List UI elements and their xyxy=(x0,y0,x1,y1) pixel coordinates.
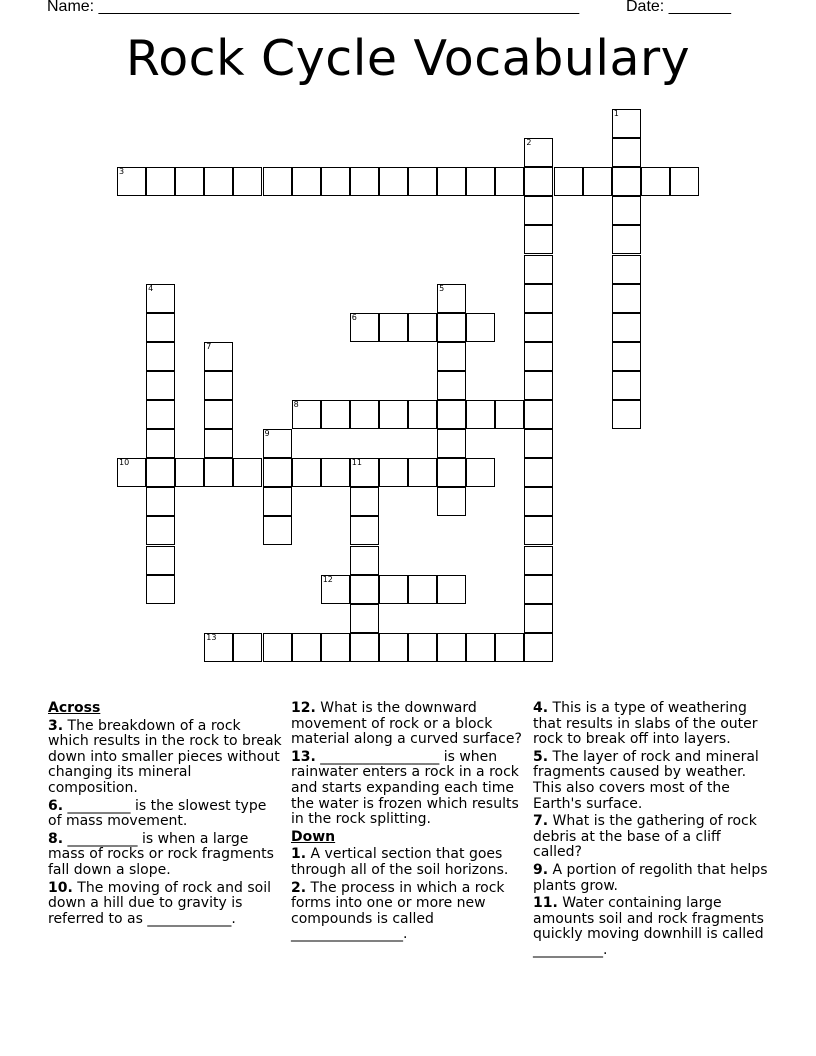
crossword-cell[interactable] xyxy=(204,342,233,371)
down-heading: Down xyxy=(291,828,336,845)
clue-item xyxy=(291,701,531,748)
crossword-cell[interactable] xyxy=(146,516,175,545)
crossword-cell[interactable] xyxy=(379,167,408,196)
crossword-cell[interactable] xyxy=(524,429,553,458)
crossword-cell[interactable] xyxy=(263,458,292,487)
crossword-cell[interactable] xyxy=(204,633,233,662)
crossword-cell[interactable] xyxy=(524,284,553,313)
clue-item xyxy=(48,719,284,797)
crossword-cell[interactable] xyxy=(466,633,495,662)
crossword-cell[interactable] xyxy=(437,313,466,342)
clue-number: 10. xyxy=(48,879,73,896)
clue-item xyxy=(291,750,531,828)
crossword-cell[interactable] xyxy=(146,284,175,313)
crossword-cell[interactable] xyxy=(524,487,553,516)
crossword-cell[interactable] xyxy=(466,167,495,196)
crossword-cell[interactable] xyxy=(292,400,321,429)
clue-text: This is a type of weathering that results in slabs of the outer rock to break off into layers. xyxy=(533,700,758,748)
clue-item xyxy=(291,881,531,943)
crossword-cell[interactable] xyxy=(146,313,175,342)
crossword-cell[interactable] xyxy=(350,546,379,575)
crossword-cell[interactable] xyxy=(524,546,553,575)
cell-number: 11 xyxy=(351,458,362,468)
clue-number: 5. xyxy=(533,748,549,765)
crossword-cell[interactable] xyxy=(524,342,553,371)
cell-number: 13 xyxy=(206,632,217,642)
crossword-cell[interactable] xyxy=(350,313,379,342)
crossword-cell[interactable] xyxy=(146,371,175,400)
crossword-cell[interactable] xyxy=(437,167,466,196)
clue-number: 1. xyxy=(291,846,307,863)
crossword-cell[interactable] xyxy=(524,255,553,284)
crossword-cell[interactable] xyxy=(583,167,612,196)
crossword-cell[interactable] xyxy=(175,167,204,196)
clue-number: 6. xyxy=(48,797,64,814)
crossword-cell[interactable] xyxy=(146,546,175,575)
crossword-cell[interactable] xyxy=(350,458,379,487)
crossword-cell[interactable] xyxy=(321,575,350,604)
crossword-cell[interactable] xyxy=(612,371,641,400)
crossword-cell[interactable] xyxy=(263,516,292,545)
crossword-cell[interactable] xyxy=(321,458,350,487)
crossword-cell[interactable] xyxy=(292,458,321,487)
crossword-cell[interactable] xyxy=(495,633,524,662)
crossword-cell[interactable] xyxy=(408,167,437,196)
crossword-cell[interactable] xyxy=(350,575,379,604)
clue-number: 11. xyxy=(533,895,558,912)
crossword-cell[interactable] xyxy=(146,458,175,487)
crossword-cell[interactable] xyxy=(495,167,524,196)
cell-number: 8 xyxy=(293,400,299,409)
crossword-cell[interactable] xyxy=(437,371,466,400)
crossword-cell[interactable] xyxy=(524,167,553,196)
clue-text: The layer of rock and mineral fragments caused by weather. This also covers most of the Earth's surface. xyxy=(533,748,759,812)
clue-number: 13. xyxy=(291,748,316,765)
cell-number: 3 xyxy=(119,167,125,177)
cell-number: 4 xyxy=(148,283,154,293)
crossword-cell[interactable] xyxy=(466,400,495,429)
cell-number: 7 xyxy=(206,341,212,351)
clue-item xyxy=(48,799,284,830)
crossword-cell[interactable] xyxy=(524,400,553,429)
crossword-cell[interactable] xyxy=(117,167,146,196)
cell-number: 10 xyxy=(119,458,130,468)
cell-number: 2 xyxy=(526,138,532,148)
cell-number: 5 xyxy=(439,283,445,293)
crossword-cell[interactable] xyxy=(321,167,350,196)
cell-number: 6 xyxy=(351,312,357,322)
across-heading: Across xyxy=(48,700,101,716)
crossword-cell[interactable] xyxy=(612,138,641,167)
crossword-cell[interactable] xyxy=(612,167,641,196)
crossword-cell[interactable] xyxy=(321,633,350,662)
crossword-cell[interactable] xyxy=(437,633,466,662)
crossword-cell[interactable] xyxy=(612,342,641,371)
cell-number: 12 xyxy=(322,574,333,584)
date-line: Date: _______ xyxy=(626,0,731,15)
clue-text: The breakdown of a rock which results in the rock to break down into smaller pieces without changing its mineral composition. xyxy=(48,717,282,796)
crossword-cell[interactable] xyxy=(350,633,379,662)
crossword-cell[interactable] xyxy=(408,313,437,342)
clue-item xyxy=(533,750,773,812)
crossword-cell[interactable] xyxy=(408,400,437,429)
clue-item xyxy=(533,863,773,894)
clue-column-3 xyxy=(533,701,773,961)
crossword-cell[interactable] xyxy=(146,575,175,604)
name-line: Name: ______________________________________________________ xyxy=(47,0,580,15)
crossword-cell[interactable] xyxy=(379,575,408,604)
crossword-cell[interactable] xyxy=(263,633,292,662)
crossword-cell[interactable] xyxy=(350,604,379,633)
clue-text: __________ is when a large mass of rocks or rock fragments fall down a slope. xyxy=(48,830,274,878)
crossword-cell[interactable] xyxy=(437,400,466,429)
crossword-cell[interactable] xyxy=(670,167,699,196)
crossword-cell[interactable] xyxy=(408,633,437,662)
crossword-cell[interactable] xyxy=(524,575,553,604)
crossword-cell[interactable] xyxy=(466,313,495,342)
clue-text: A portion of regolith that helps plants grow. xyxy=(533,861,768,894)
crossword-cell[interactable] xyxy=(292,633,321,662)
crossword-cell[interactable] xyxy=(379,400,408,429)
clue-text: _________ is the slowest type of mass movement. xyxy=(48,797,267,830)
clue-number: 3. xyxy=(48,717,64,734)
cell-number: 9 xyxy=(264,429,270,439)
clue-number: 9. xyxy=(533,861,549,878)
crossword-cell[interactable] xyxy=(233,633,262,662)
crossword-cell[interactable] xyxy=(146,400,175,429)
clue-text: What is the gathering of rock debris at the base of a cliff called? xyxy=(533,813,757,861)
crossword-cell[interactable] xyxy=(117,458,146,487)
crossword-cell[interactable] xyxy=(204,400,233,429)
crossword-cell[interactable] xyxy=(350,400,379,429)
crossword-cell[interactable] xyxy=(146,167,175,196)
crossword-cell[interactable] xyxy=(146,487,175,516)
crossword-cell[interactable] xyxy=(612,313,641,342)
crossword-cell[interactable] xyxy=(612,284,641,313)
crossword-cell[interactable] xyxy=(524,225,553,254)
crossword-cell[interactable] xyxy=(524,313,553,342)
crossword-cell[interactable] xyxy=(524,458,553,487)
clue-item xyxy=(48,832,284,879)
crossword-cell[interactable] xyxy=(350,516,379,545)
crossword-cell[interactable] xyxy=(612,400,641,429)
crossword-cell[interactable] xyxy=(175,458,204,487)
clue-item xyxy=(48,881,284,928)
clue-text: The moving of rock and soil down a hill due to gravity is referred to as ____________. xyxy=(48,879,271,927)
crossword-cell[interactable] xyxy=(641,167,670,196)
clue-number: 8. xyxy=(48,830,64,847)
crossword-cell[interactable] xyxy=(612,109,641,138)
clue-item xyxy=(533,896,773,958)
crossword-cell[interactable] xyxy=(524,371,553,400)
crossword-cell[interactable] xyxy=(524,516,553,545)
crossword-cell[interactable] xyxy=(554,167,583,196)
crossword-cell[interactable] xyxy=(292,167,321,196)
clue-column-2 xyxy=(291,701,531,945)
crossword-cell[interactable] xyxy=(263,487,292,516)
crossword-cell[interactable] xyxy=(437,342,466,371)
clue-number: 7. xyxy=(533,813,549,830)
cell-number: 1 xyxy=(613,109,619,118)
crossword-cell[interactable] xyxy=(350,167,379,196)
crossword-cell[interactable] xyxy=(204,371,233,400)
crossword-cell[interactable] xyxy=(379,633,408,662)
clue-number: 2. xyxy=(291,879,307,896)
crossword-cell[interactable] xyxy=(524,604,553,633)
crossword-cell[interactable] xyxy=(466,458,495,487)
crossword-cell[interactable] xyxy=(233,167,262,196)
clue-text: _________________ is when rainwater enters a rock in a rock and starts expanding each time the water is frozen which results in the rock splitting. xyxy=(291,748,519,828)
clue-item xyxy=(533,701,773,748)
crossword-cell[interactable] xyxy=(233,458,262,487)
clue-text: The process in which a rock forms into one or more new compounds is called ________________. xyxy=(291,879,505,943)
crossword-cell[interactable] xyxy=(204,167,233,196)
clue-text: What is the downward movement of rock or a block material along a curved surface? xyxy=(291,700,522,748)
clue-column-1 xyxy=(48,701,284,929)
crossword-cell[interactable] xyxy=(437,284,466,313)
crossword-cell[interactable] xyxy=(437,458,466,487)
crossword-cell[interactable] xyxy=(263,167,292,196)
crossword-cell[interactable] xyxy=(408,458,437,487)
clue-number: 4. xyxy=(533,700,549,716)
crossword-cell[interactable] xyxy=(612,196,641,225)
crossword-cell[interactable] xyxy=(379,458,408,487)
crossword-cell[interactable] xyxy=(321,400,350,429)
crossword-cell[interactable] xyxy=(524,633,553,662)
crossword-cell[interactable] xyxy=(612,255,641,284)
clue-item xyxy=(533,814,773,861)
crossword-cell[interactable] xyxy=(612,225,641,254)
crossword-cell[interactable] xyxy=(204,429,233,458)
crossword-cell[interactable] xyxy=(263,429,292,458)
crossword-cell[interactable] xyxy=(524,196,553,225)
crossword-cell[interactable] xyxy=(204,458,233,487)
clue-number: 12. xyxy=(291,700,316,716)
page-title: Rock Cycle Vocabulary xyxy=(125,30,691,87)
crossword-cell[interactable] xyxy=(495,400,524,429)
clue-item xyxy=(291,847,531,878)
crossword-cell[interactable] xyxy=(437,429,466,458)
crossword-cell[interactable] xyxy=(379,313,408,342)
crossword-cell[interactable] xyxy=(350,487,379,516)
clue-text: Water containing large amounts soil and rock fragments quickly moving downhill is called __________. xyxy=(533,895,764,958)
crossword-cell[interactable] xyxy=(524,138,553,167)
crossword-cell[interactable] xyxy=(408,575,437,604)
crossword-cell[interactable] xyxy=(437,487,466,516)
crossword-cell[interactable] xyxy=(437,575,466,604)
clue-text: A vertical section that goes through all of the soil horizons. xyxy=(291,846,509,878)
crossword-cell[interactable] xyxy=(146,342,175,371)
crossword-cell[interactable] xyxy=(146,429,175,458)
